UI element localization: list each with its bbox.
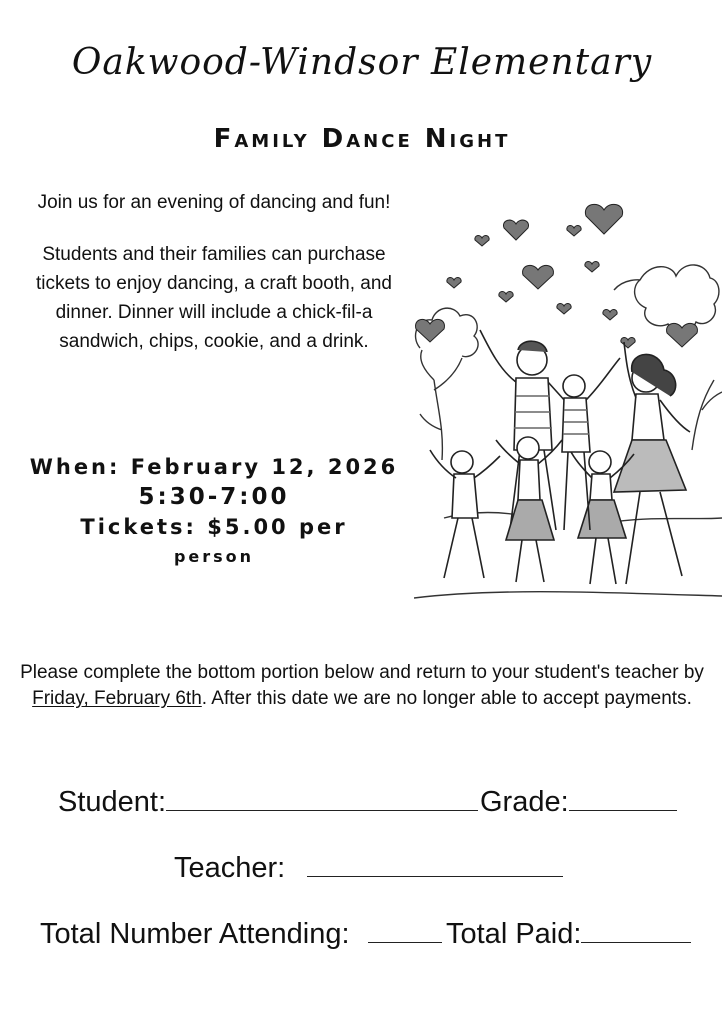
paid-label: Total Paid: [446, 918, 582, 950]
intro-line-2: Students and their families can purchase tickets to enjoy dancing, a craft booth, and dinner. Dinner will include a chick-fil-a sandwich, chips, cookie, and a drink. [36, 244, 392, 352]
grade-field[interactable] [569, 786, 677, 811]
school-name: Oakwood-Windsor Elementary [71, 42, 653, 83]
tree-right-icon [692, 380, 722, 450]
notice-text-end: . After this date we are no longer able to accept payments. [201, 688, 692, 709]
return-notice [20, 660, 704, 712]
event-time: 5:30-7:00 [138, 484, 290, 510]
event-date: When: February 12, 2026 [29, 455, 399, 479]
teacher-field[interactable] [307, 852, 563, 877]
tree-canopy-right-icon [635, 265, 719, 331]
grade-label: Grade: [480, 786, 569, 818]
hearts-icon [416, 204, 698, 348]
tree-left-icon [420, 350, 462, 460]
ticket-price: Tickets: $5.00 per [80, 515, 348, 539]
notice-text-start: Please complete the bottom portion below and return to your student's teacher by [20, 662, 704, 683]
student-label: Student: [58, 786, 167, 818]
paid-field[interactable] [581, 918, 691, 943]
due-date: Friday, February 6th [32, 688, 202, 709]
intro-text [18, 188, 410, 379]
event-title: Family Dance Night [213, 124, 511, 154]
attending-label: Total Number Attending: [40, 918, 350, 950]
ground-line [414, 592, 722, 598]
teacher-label: Teacher: [174, 852, 286, 884]
child-figure-center [496, 437, 562, 582]
attending-field[interactable] [368, 918, 442, 943]
event-details [18, 452, 410, 572]
intro-line-1: Join us for an evening of dancing and fun! [37, 192, 391, 213]
student-field[interactable] [166, 786, 478, 811]
child-figure-left [430, 450, 500, 578]
ticket-unit: person [173, 547, 255, 566]
family-dancing-illustration [414, 200, 722, 602]
